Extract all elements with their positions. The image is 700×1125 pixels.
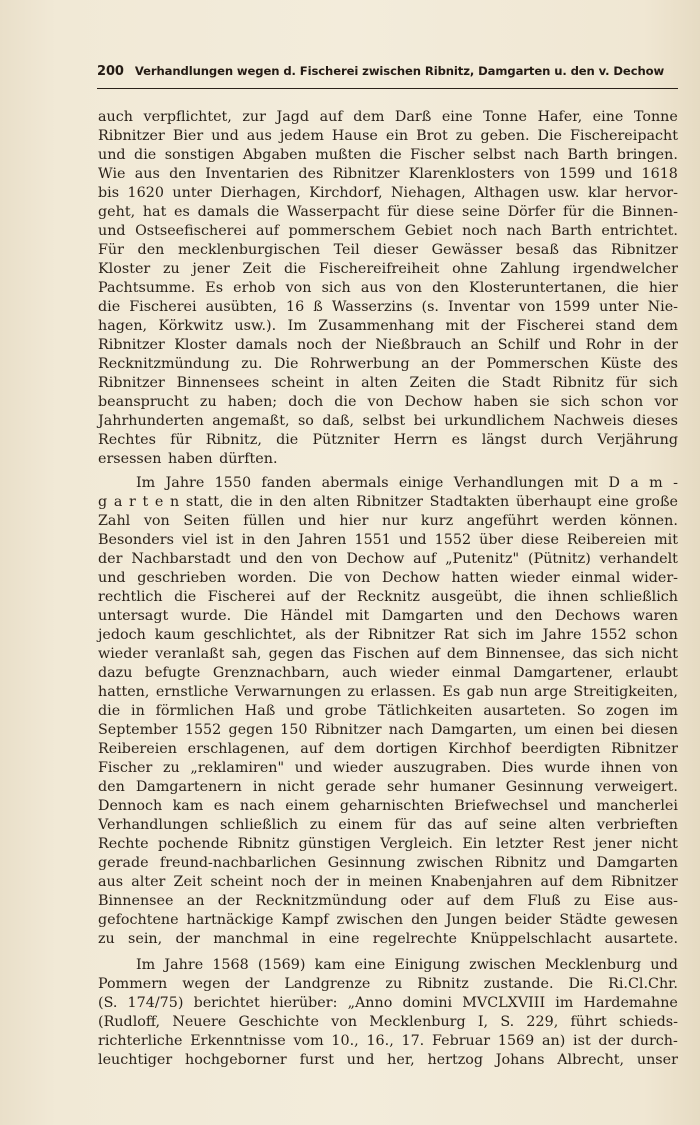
text-line: leuchtiger hochgeborner furst und her, hertzog Johans Albrecht, unser xyxy=(98,1052,678,1068)
text-line: hatten, ernstliche Verwarnungen zu erlassen. Es gab nun arge Streitigkeiten, xyxy=(98,684,678,700)
text-line: Reibereien erschlagenen, auf dem dortigen Kirchhof beerdigten Ribnitzer xyxy=(98,741,678,757)
running-title: Verhandlungen wegen d. Fischerei zwischen Ribnitz, Damgarten u. den v. Dechow xyxy=(134,64,665,78)
running-header xyxy=(97,64,678,86)
text-line: rechtlich die Fischerei auf der Recknitz ausgeübt, die ihnen schließlich xyxy=(98,589,678,605)
text-line: untersagt wurde. Die Händel mit Damgarten und den Dechows waren xyxy=(98,608,678,624)
text-line: Wie aus den Inventarien des Ribnitzer Klarenklosters von 1599 und 1618 xyxy=(98,166,678,182)
text-line: Recknitzmündung zu. Die Rohrwerbung an der Pommerschen Küste des xyxy=(98,356,678,372)
text-line: Pommern wegen der Landgrenze zu Ribnitz zustande. Die Ri.Cl.Chr. xyxy=(98,976,678,992)
text-line: der Nachbarstadt und den von Dechow auf „Putenitz" (Pütnitz) verhandelt xyxy=(98,551,678,567)
text-line: die in förmlichen Haß und grobe Tätlichkeiten ausarteten. So zogen im xyxy=(98,703,678,719)
text-line: Binnensee an der Recknitzmündung oder auf dem Fluß zu Eise aus- xyxy=(98,893,678,909)
text-line: Für den mecklenburgischen Teil dieser Gewässer besaß das Ribnitzer xyxy=(98,242,678,258)
paragraph-2 xyxy=(98,474,678,949)
text-line: und geschrieben worden. Die von Dechow hatten wieder einmal wider- xyxy=(98,570,678,586)
text-line: gefochtene hartnäckige Kampf zwischen den Jungen beider Städte gewesen xyxy=(98,912,678,928)
text-line: (S. 174/75) berichtet hierüber: „Anno domini MVCLXVIII im Hardemahne xyxy=(98,995,678,1011)
paragraph-1 xyxy=(98,108,678,469)
text-line: Rechte pochende Ribnitz günstigen Vergleich. Ein letzter Rest jener nicht xyxy=(98,836,678,852)
text-line: Ribnitzer Kloster damals noch der Nießbrauch an Schilf und Rohr in der xyxy=(98,337,678,353)
text-line: Fischer zu „reklamiren" und wieder auszugraben. Dies wurde ihnen von xyxy=(98,760,678,776)
text-line: geht, hat es damals die Wasserpacht für diese seine Dörfer für die Binnen- xyxy=(98,204,678,220)
text-line: und die sonstigen Abgaben mußten die Fischer selbst nach Barth bringen. xyxy=(98,147,678,163)
text-line: Zahl von Seiten füllen und hier nur kurz angeführt werden können. xyxy=(98,513,678,529)
text-line: Kloster zu jener Zeit die Fischereifreiheit ohne Zahlung irgendwelcher xyxy=(98,261,678,277)
text-line: bis 1620 unter Dierhagen, Kirchdorf, Niehagen, Althagen usw. klar hervor- xyxy=(98,185,678,201)
text-line: die Fischerei ausübten, 16 ß Wasserzins (s. Inventar von 1599 unter Nie- xyxy=(98,299,678,315)
text-line: Ribnitzer Bier und aus jedem Hause ein Brot zu geben. Die Fischereipacht xyxy=(98,128,678,144)
text-line: jedoch kaum geschlichtet, als der Ribnitzer Rat sich im Jahre 1552 schon xyxy=(98,627,678,643)
text-line: den Damgartenern in nicht gerade sehr humaner Gesinnung verweigert. xyxy=(98,779,678,795)
text-line: Besonders viel ist in den Jahren 1551 und 1552 über diese Reibereien mit xyxy=(98,532,678,548)
paragraph-gap xyxy=(98,949,678,956)
text-line: Verhandlungen schließlich zu einem für das auf seine alten verbrieften xyxy=(98,817,678,833)
header-rule xyxy=(97,88,678,89)
text-line: aus alter Zeit scheint noch der in meinen Knabenjahren auf dem Ribnitzer xyxy=(98,874,678,890)
text-line: Pachtsumme. Es erhob von sich aus von den Klosteruntertanen, die hier xyxy=(98,280,678,296)
text-line: Im Jahre 1550 fanden abermals einige Verhandlungen mit D a m - xyxy=(136,475,678,491)
text-line: September 1552 gegen 150 Ribnitzer nach Damgarten, um einen bei diesen xyxy=(98,722,678,738)
text-line: auch verpflichtet, zur Jagd auf dem Darß eine Tonne Hafer, eine Tonne xyxy=(98,109,678,125)
text-line: Rechtes für Ribnitz, die Pützniter Herrn es längst durch Verjährung xyxy=(98,432,678,448)
text-line: Im Jahre 1568 (1569) kam eine Einigung zwischen Mecklenburg und xyxy=(136,957,678,973)
text-line: hagen, Körkwitz usw.). Im Zusammenhang mit der Fischerei stand dem xyxy=(98,318,678,334)
text-line: Jahrhunderten angemaßt, so daß, selbst bei urkundlichem Nachweis dieses xyxy=(98,413,678,429)
body-text xyxy=(98,108,678,1070)
text-line: Dennoch kam es nach einem geharnischten Briefwechsel und mancherlei xyxy=(98,798,678,814)
text-line: dazu befugte Grenznachbarn, auch wieder einmal Damgartener, erlaubt xyxy=(98,665,678,681)
text-line: gerade freund-nachbarlichen Gesinnung zwischen Ribnitz und Damgarten xyxy=(98,855,678,871)
text-line: zu sein, der manchmal in eine regelrechte Knüppelschlacht ausartete. xyxy=(98,931,678,947)
text-line: beansprucht zu haben; doch die von Dechow haben sie sich schon vor xyxy=(98,394,678,410)
text-line: und Ostseefischerei auf pommerschem Gebiet noch nach Barth entrichtet. xyxy=(98,223,678,239)
text-line: ersessen haben dürften. xyxy=(98,451,278,467)
text-line: (Rudloff, Neuere Geschichte von Mecklenburg I, S. 229, führt schieds- xyxy=(98,1014,678,1030)
text-line: richterliche Erkenntnisse vom 10., 16., 17. Februar 1569 an) ist der durch- xyxy=(98,1033,678,1049)
text-line: Ribnitzer Binnensees scheint in alten Zeiten die Stadt Ribnitz für sich xyxy=(98,375,678,391)
paragraph-3 xyxy=(98,956,678,1070)
text-line: wieder veranlaßt sah, gegen das Fischen auf dem Binnensee, das sich nicht xyxy=(98,646,678,662)
text-line: g a r t e n statt, die in den alten Ribnitzer Stadtakten überhaupt eine große xyxy=(98,494,678,510)
page-number: 200 xyxy=(97,64,124,79)
